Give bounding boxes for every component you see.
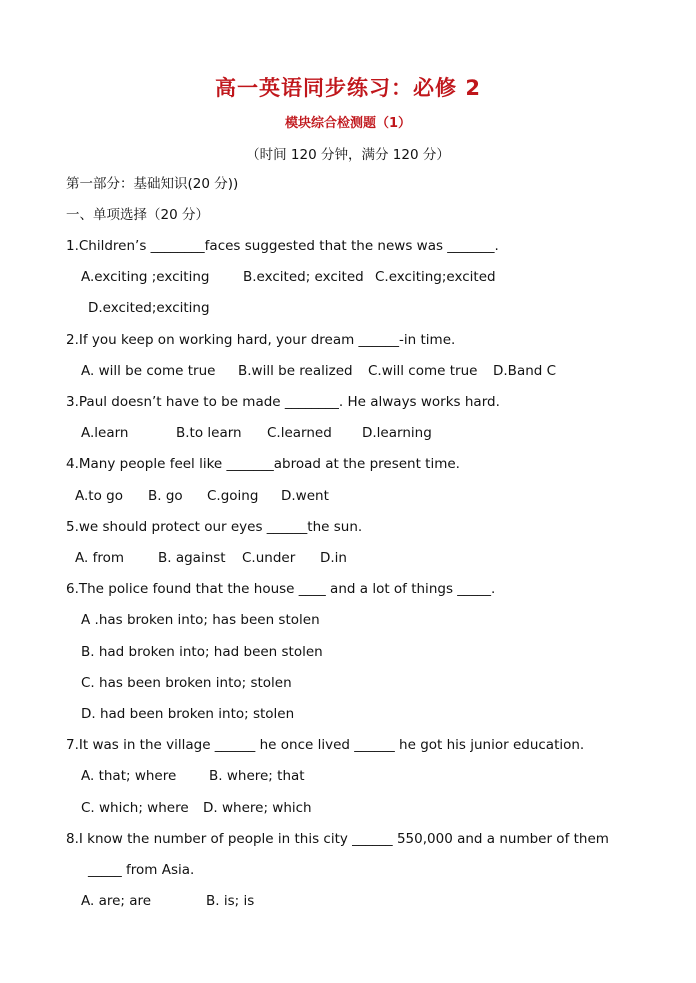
question-5-option-a: A. from bbox=[75, 550, 124, 566]
question-7-option-b: B. where; that bbox=[209, 768, 305, 784]
question-2-option-b: B.will be realized bbox=[238, 363, 353, 379]
document-title: 高一英语同步练习：必修 2 bbox=[215, 76, 481, 100]
question-7-option-c: C. which; where bbox=[81, 800, 189, 816]
question-4-option-c: C.going bbox=[207, 488, 259, 504]
question-8-option-a: A. are; are bbox=[81, 893, 152, 909]
question-6-option-c: C. has been broken into; stolen bbox=[81, 675, 292, 691]
question-8-stem: 8.I know the number of people in this city ______ 550,000 and a number of them bbox=[66, 831, 609, 847]
question-3-stem: 3.Paul doesn’t have to be made ________. He always works hard. bbox=[66, 394, 500, 410]
question-4-option-d: D.went bbox=[281, 488, 329, 504]
question-6-option-b: B. had broken into; had been stolen bbox=[81, 644, 323, 660]
time-info: （时间 120 分钟，满分 120 分） bbox=[246, 147, 450, 163]
question-1-option-d: D.excited;exciting bbox=[88, 300, 210, 316]
question-3-option-d: D.learning bbox=[362, 425, 432, 441]
question-2-option-d: D.Band C bbox=[493, 363, 557, 379]
question-6-option-d: D. had been broken into; stolen bbox=[81, 706, 295, 722]
section-heading: 一、单项选择（20 分） bbox=[66, 207, 209, 223]
question-3-option-c: C.learned bbox=[267, 425, 332, 441]
question-2-stem: 2.If you keep on working hard, your dream ______-in time. bbox=[66, 332, 456, 348]
question-8-stem-continued: _____ from Asia. bbox=[88, 862, 195, 878]
question-1-stem: 1.Children’s ________faces suggested that the news was _______. bbox=[66, 238, 499, 254]
question-4-stem: 4.Many people feel like _______abroad at the present time. bbox=[66, 456, 460, 472]
part-heading: 第一部分：基础知识(20 分)) bbox=[66, 176, 239, 192]
question-7-option-a: A. that; where bbox=[81, 768, 177, 784]
question-5-option-d: D.in bbox=[320, 550, 347, 566]
question-7-stem: 7.It was in the village ______ he once lived ______ he got his junior education. bbox=[66, 737, 585, 753]
question-6-option-a: A .has broken into; has been stolen bbox=[81, 612, 320, 628]
question-1-option-c: C.exciting;excited bbox=[375, 269, 496, 285]
question-1-option-b: B.excited; excited bbox=[243, 269, 364, 285]
question-2-option-c: C.will come true bbox=[368, 363, 478, 379]
question-3-option-b: B.to learn bbox=[176, 425, 242, 441]
question-7-option-d: D. where; which bbox=[203, 800, 312, 816]
question-3-option-a: A.learn bbox=[81, 425, 129, 441]
document-subtitle: 模块综合检测题（1） bbox=[284, 116, 412, 131]
question-5-option-b: B. against bbox=[158, 550, 226, 566]
question-6-stem: 6.The police found that the house ____ and a lot of things _____. bbox=[66, 581, 496, 597]
question-1-option-a: A.exciting ;exciting bbox=[81, 269, 210, 285]
question-4-option-a: A.to go bbox=[75, 488, 123, 504]
question-2-option-a: A. will be come true bbox=[81, 363, 216, 379]
question-5-stem: 5.we should protect our eyes ______the sun. bbox=[66, 519, 363, 535]
question-5-option-c: C.under bbox=[242, 550, 296, 566]
question-8-option-b: B. is; is bbox=[206, 893, 255, 909]
question-4-option-b: B. go bbox=[148, 488, 183, 504]
